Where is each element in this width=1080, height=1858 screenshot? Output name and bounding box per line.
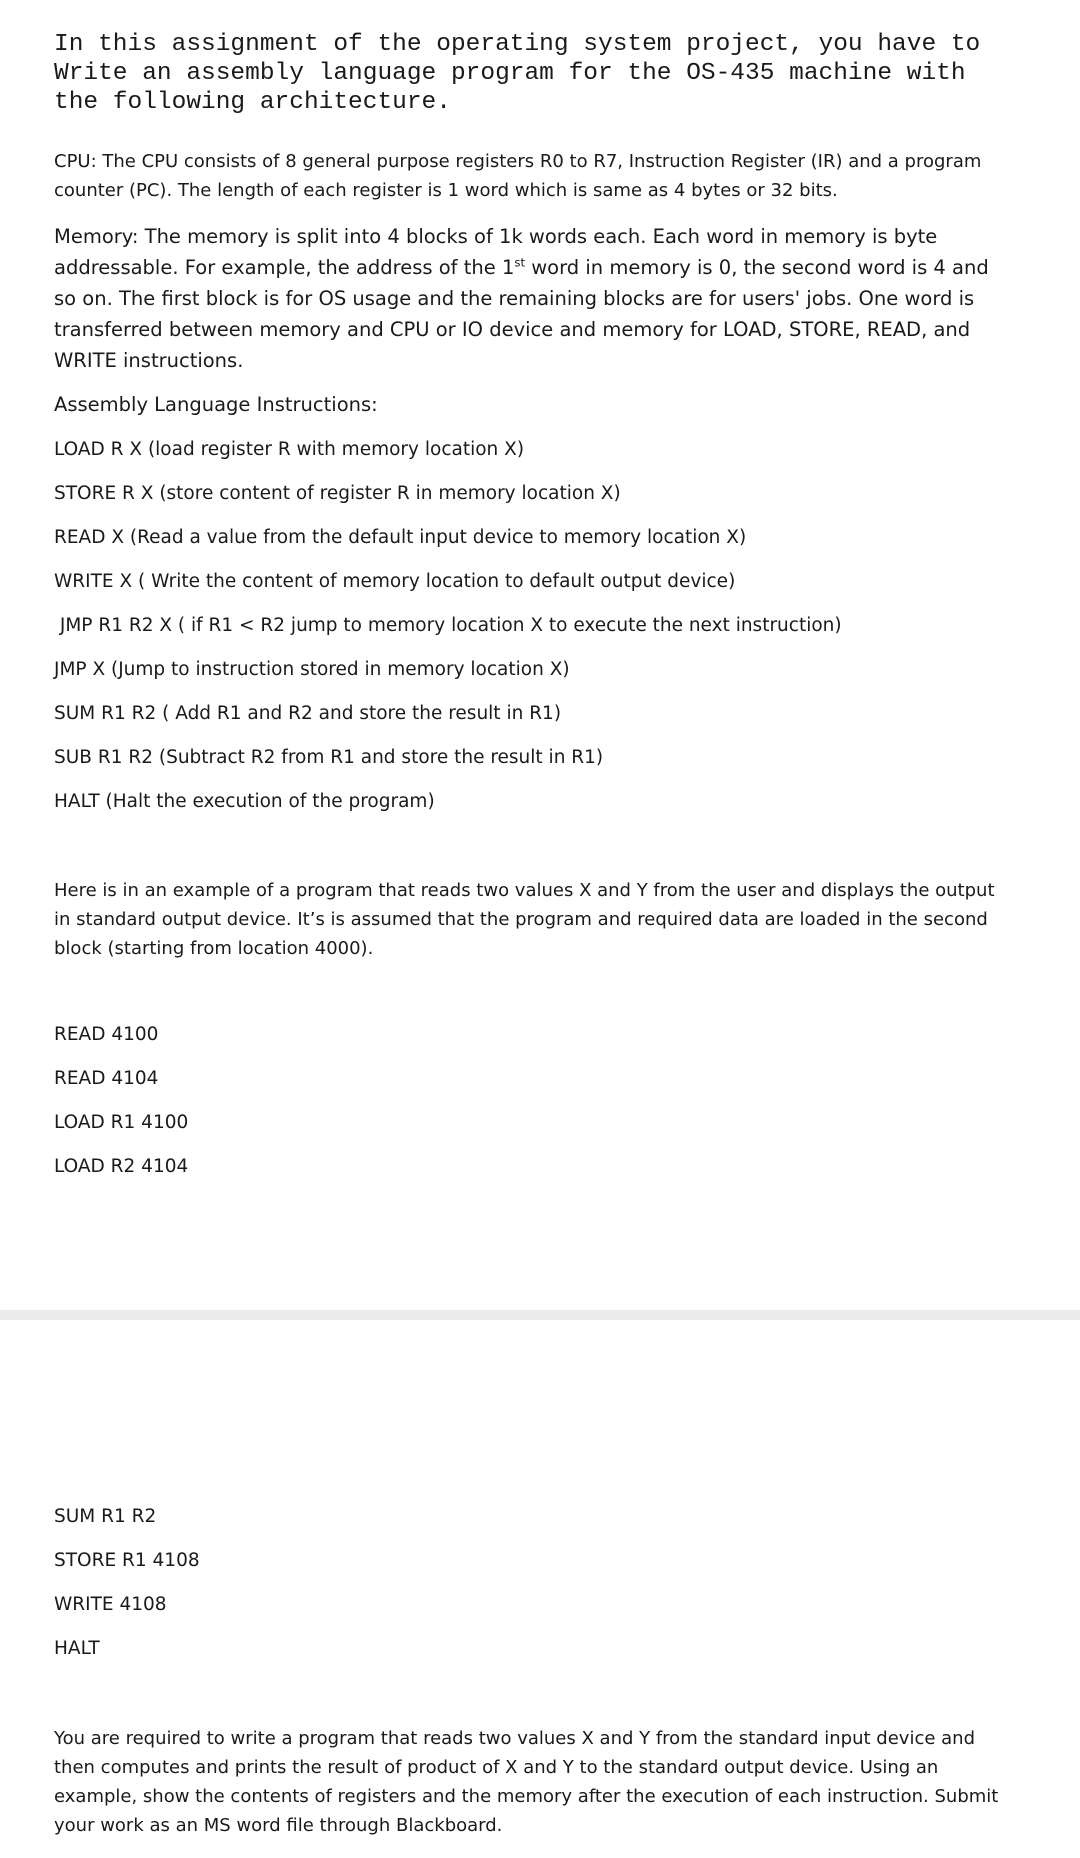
memory-line: WRITE instructions. xyxy=(54,349,244,372)
example-line: in standard output device. It’s is assumed that the program and required data are loaded in the second xyxy=(54,909,988,930)
intro-line: Write an assembly language program for the OS-435 machine with xyxy=(54,60,966,87)
example-paragraph xyxy=(54,876,995,963)
instruction-item: WRITE X ( Write the content of memory location to default output device) xyxy=(54,571,736,592)
program-line: READ 4100 xyxy=(54,1024,159,1045)
program-line: STORE R1 4108 xyxy=(54,1550,200,1571)
instruction-item: SUB R1 R2 (Subtract R2 from R1 and store the result in R1) xyxy=(54,747,604,768)
program-line: LOAD R2 4104 xyxy=(54,1156,189,1177)
document-page-2 xyxy=(0,1320,1080,1858)
memory-line: Memory: The memory is split into 4 blocks of 1k words each. Each word in memory is byte xyxy=(54,225,938,248)
task-line: You are required to write a program that reads two values X and Y from the standard input device and xyxy=(54,1728,976,1749)
task-paragraph xyxy=(54,1724,998,1840)
instruction-item: JMP R1 R2 X ( if R1 < R2 jump to memory location X to execute the next instruction) xyxy=(54,615,842,636)
intro-line: the following architecture. xyxy=(54,89,451,116)
memory-line: transferred between memory and CPU or IO device and memory for LOAD, STORE, READ, and xyxy=(54,318,971,341)
memory-paragraph xyxy=(54,221,989,376)
task-line: example, show the contents of registers and the memory after the execution of each instruction. Submit xyxy=(54,1786,999,1807)
cpu-line: CPU: The CPU consists of 8 general purpose registers R0 to R7, Instruction Register (IR) and a program xyxy=(54,151,982,172)
program-line: READ 4104 xyxy=(54,1068,159,1089)
instruction-item: HALT (Halt the execution of the program) xyxy=(54,791,435,812)
instruction-item: LOAD R X (load register R with memory location X) xyxy=(54,439,525,460)
page-separator xyxy=(0,1310,1080,1320)
example-line: Here is in an example of a program that reads two values X and Y from the user and displays the output xyxy=(54,880,995,901)
example-line: block (starting from location 4000). xyxy=(54,938,374,959)
program-line: WRITE 4108 xyxy=(54,1594,167,1615)
cpu-paragraph xyxy=(54,147,981,205)
instruction-item: STORE R X (store content of register R in memory location X) xyxy=(54,483,621,504)
instruction-item: JMP X (Jump to instruction stored in memory location X) xyxy=(54,659,570,680)
instruction-item: READ X (Read a value from the default input device to memory location X) xyxy=(54,527,747,548)
program-line: SUM R1 R2 xyxy=(54,1506,157,1527)
intro-line: In this assignment of the operating system project, you have to xyxy=(54,31,981,58)
instruction-item: SUM R1 R2 ( Add R1 and R2 and store the result in R1) xyxy=(54,703,562,724)
instructions-heading: Assembly Language Instructions: xyxy=(54,393,378,416)
memory-line: addressable. For example, the address of the 1st word in memory is 0, the second word is 4 and xyxy=(54,255,989,279)
memory-line: so on. The first block is for OS usage and the remaining blocks are for users' jobs. One word is xyxy=(54,287,975,310)
program-line: LOAD R1 4100 xyxy=(54,1112,189,1133)
cpu-line: counter (PC). The length of each register is 1 word which is same as 4 bytes or 32 bits. xyxy=(54,180,838,201)
ordinal-suffix: st xyxy=(514,255,526,270)
task-line: your work as an MS word file through Blackboard. xyxy=(54,1815,503,1836)
task-line: then computes and prints the result of product of X and Y to the standard output device. Using an xyxy=(54,1757,939,1778)
program-line: HALT xyxy=(54,1638,100,1659)
intro-paragraph xyxy=(54,30,980,117)
